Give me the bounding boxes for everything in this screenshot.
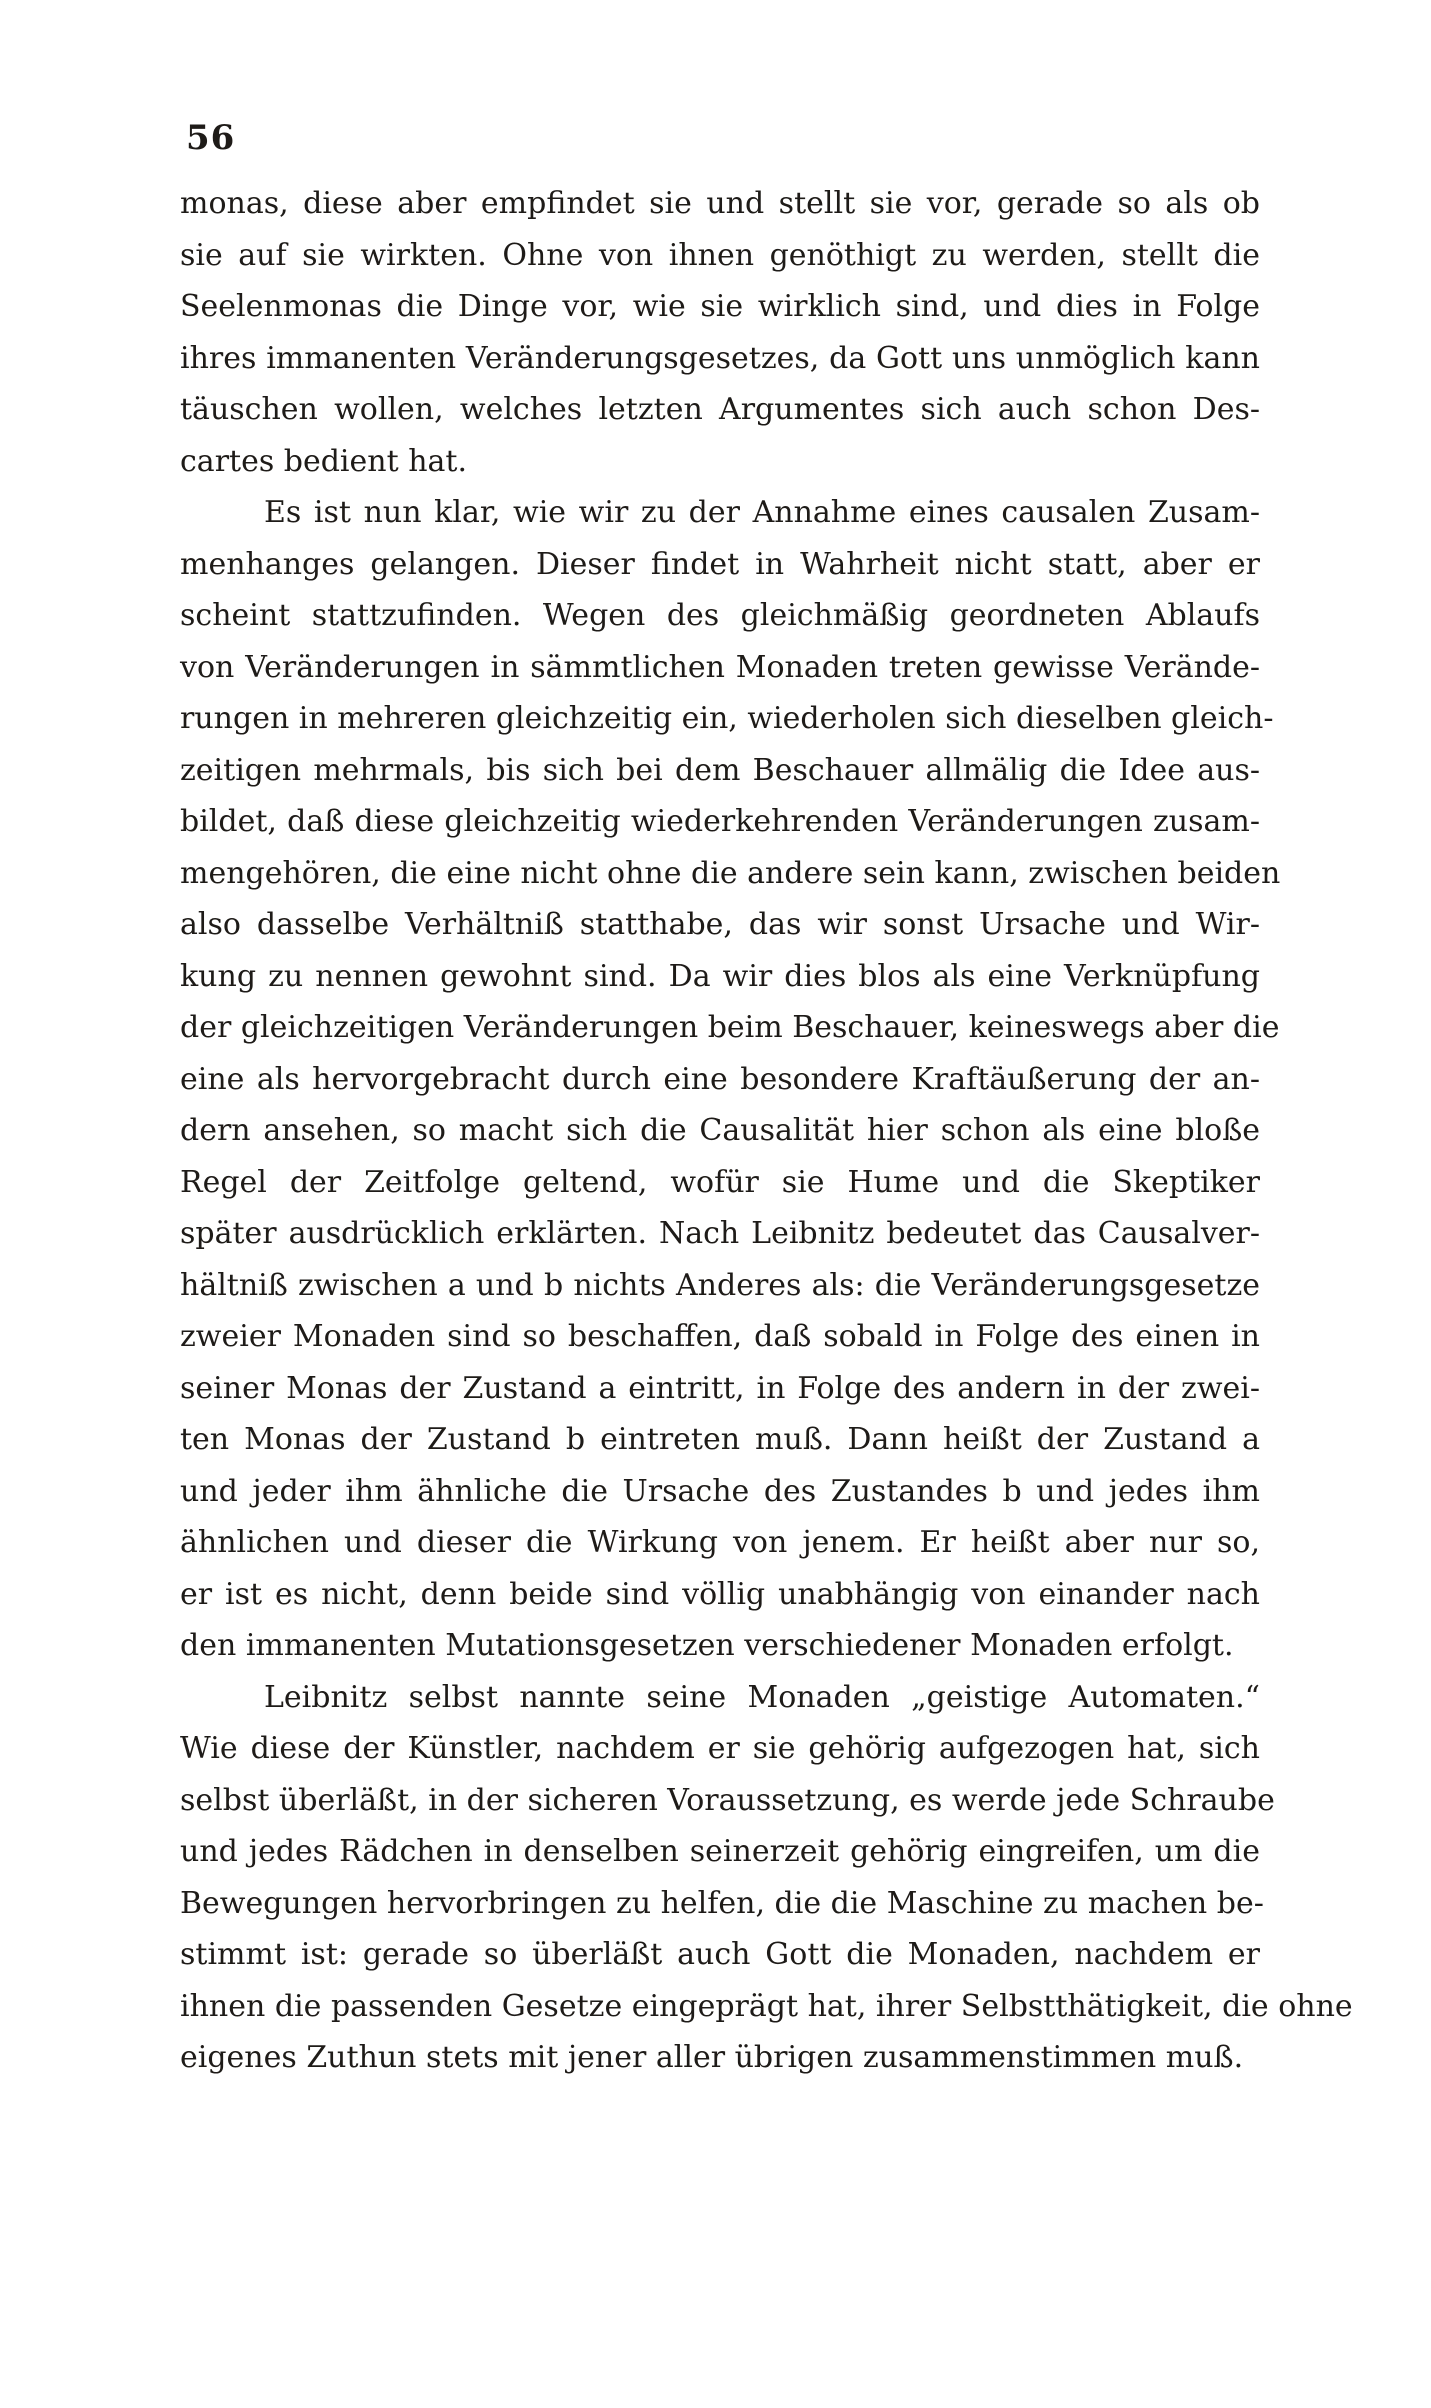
body-text [180,178,1353,2084]
text-line: von Veränderungen in sämmtlichen Monaden treten gewisse Verände- [180,649,1260,685]
text-line: bildet, daß diese gleichzeitig wiederkehrenden Veränderungen zusam- [180,804,1260,839]
text-line: Leibnitz selbst nannte seine Monaden „geistige Automaten.“ [264,1679,1260,1715]
text-line: eine als hervorgebracht durch eine besondere Kraftäußerung der an- [180,1061,1260,1097]
text-line: rungen in mehreren gleichzeitig ein, wiederholen sich dieselben gleich- [180,701,1274,736]
text-line: cartes bedient hat. [180,443,467,479]
text-line: der gleichzeitigen Veränderungen beim Beschauer, keineswegs aber die [180,1010,1280,1045]
text-line: sie auf sie wirkten. Ohne von ihnen genöthigt zu werden, stellt die [180,237,1260,273]
text-line: eigenes Zuthun stets mit jener aller übrigen zusammenstimmen muß. [180,2040,1244,2075]
text-line: stimmt ist: gerade so überläßt auch Gott die Monaden, nachdem er [180,1937,1260,1972]
text-line: ihres immanenten Veränderungsgesetzes, da Gott uns unmöglich kann [180,340,1260,376]
text-line: täuschen wollen, welches letzten Argumentes sich auch schon Des- [180,392,1260,427]
text-line: hältniß zwischen a und b nichts Anderes als: die Veränderungsgesetze [180,1267,1260,1303]
text-line: ähnlichen und dieser die Wirkung von jenem. Er heißt aber nur so, [180,1525,1260,1560]
text-line: er ist es nicht, denn beide sind völlig unabhängig von einander nach [180,1576,1260,1612]
text-line: menhanges gelangen. Dieser findet in Wahrheit nicht statt, aber er [180,546,1260,582]
text-line: und jeder ihm ähnliche die Ursache des Zustandes b und jedes ihm [180,1473,1260,1509]
text-line: kung zu nennen gewohnt sind. Da wir dies blos als eine Verknüpfung [180,958,1260,994]
text-line: seiner Monas der Zustand a eintritt, in Folge des andern in der zwei- [180,1370,1260,1406]
text-line: zweier Monaden sind so beschaffen, daß sobald in Folge des einen in [180,1319,1260,1354]
text-line: ihnen die passenden Gesetze eingeprägt hat, ihrer Selbstthätigkeit, die ohne [180,1988,1353,2024]
text-line: später ausdrücklich erklärten. Nach Leibnitz bedeutet das Causalver- [180,1216,1260,1251]
text-line: ten Monas der Zustand b eintreten muß. Dann heißt der Zustand a [180,1422,1260,1457]
text-line: zeitigen mehrmals, bis sich bei dem Beschauer allmälig die Idee aus- [180,752,1260,788]
text-line: und jedes Rädchen in denselben seinerzeit gehörig eingreifen, um die [180,1834,1260,1869]
text-line: selbst überläßt, in der sicheren Voraussetzung, es werde jede Schraube [180,1782,1275,1818]
text-line: den immanenten Mutationsgesetzen verschiedener Monaden erfolgt. [180,1628,1234,1663]
text-line: scheint stattzufinden. Wegen des gleichmäßig geordneten Ablaufs [180,598,1260,633]
text-line: monas, diese aber empfindet sie und stellt sie vor, gerade so als ob [180,186,1260,221]
text-line: Es ist nun klar, wie wir zu der Annahme eines causalen Zusam- [264,495,1260,530]
text-line: Wie diese der Künstler, nachdem er sie gehörig aufgezogen hat, sich [180,1731,1260,1766]
text-line: also dasselbe Verhältniß statthabe, das wir sonst Ursache und Wir- [180,907,1260,942]
paragraph [180,1672,1353,2084]
page-number: 56 [186,118,236,158]
text-line: Regel der Zeitfolge geltend, wofür sie Hume und die Skeptiker [180,1164,1260,1200]
text-line: mengehören, die eine nicht ohne die andere sein kann, zwischen beiden [180,855,1281,891]
paragraph [180,487,1281,1672]
text-line: Seelenmonas die Dinge vor, wie sie wirklich sind, und dies in Folge [180,289,1260,324]
text-line: dern ansehen, so macht sich die Causalität hier schon als eine bloße [180,1113,1260,1148]
text-line: Bewegungen hervorbringen zu helfen, die die Maschine zu machen be- [180,1885,1264,1921]
paragraph [180,178,1260,487]
